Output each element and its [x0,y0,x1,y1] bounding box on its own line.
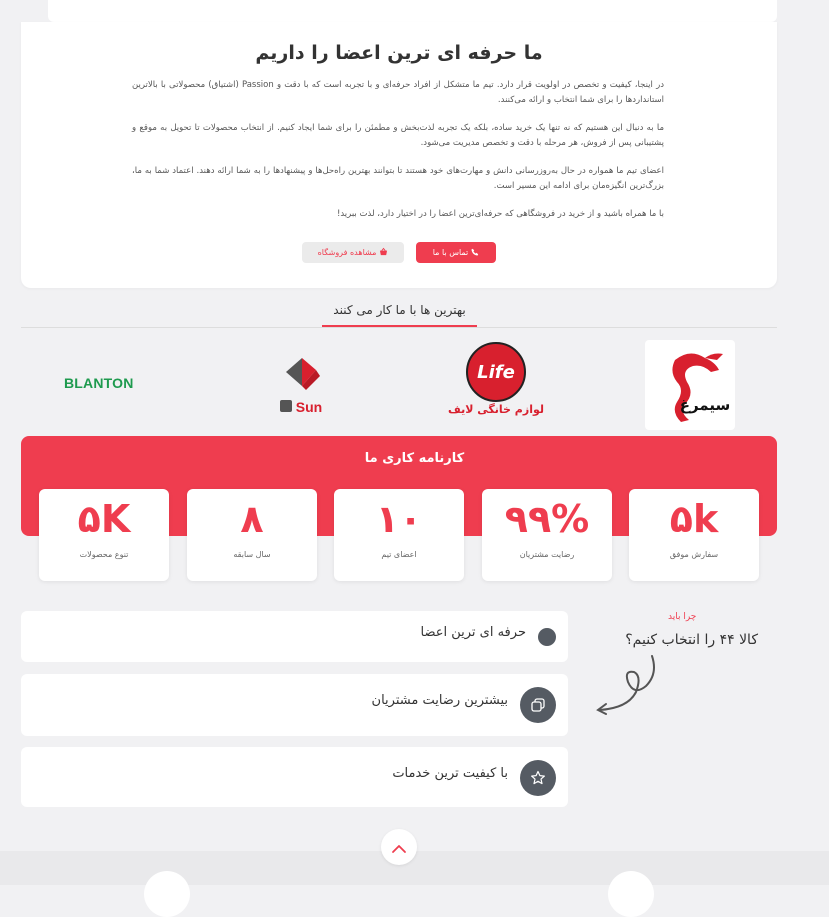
star-icon [520,760,556,796]
feature-card-customer-satisfaction[interactable] [21,674,568,736]
about-paragraph-2: ما به دنبال این هستیم که نه تنها یک خرید ساده، بلکه یک تجربه لذت‌بخش و مطمئن را برای شما ایجاد کنیم. از انتخاب محصولات تا تحویل به موقع و پشتیبانی پس از فروش، هر مرحله با دقت و تخصص مدیریت می‌شود. [132,123,664,148]
why-title: کالا ۴۴ را انتخاب کنیم؟ [625,632,758,648]
about-title: ما حرفه ای ترین اعضا را داریم [255,42,543,64]
stat-value: ۵K [77,497,131,541]
life-logo[interactable] [448,340,544,420]
stat-card-orders [629,489,759,581]
curved-arrow-icon [594,652,660,714]
stat-value: ۸ [240,497,264,541]
feature-card-quality-services[interactable] [21,747,568,807]
feature-label: بیشترین رضایت مشتریان [371,693,508,708]
contact-us-label: تماس با ما [432,248,469,257]
about-paragraph-3: اعضای تیم ما همواره در حال به‌روزرسانی دانش و مهارت‌های خود هستند تا بتوانند بهترین راه‌حل‌ها و پیشنهادها را به شما ارائه دهند. اعتماد شما به ما، بزرگ‌ترین انگیزه‌مان برای ادامه این مسیر است. [132,166,664,191]
contact-us-button[interactable] [416,242,496,263]
stat-label: رضایت مشتریان [519,550,575,559]
stat-label: سفارش موفق [669,550,719,559]
about-paragraph-1: در اینجا، کیفیت و تخصص در اولویت قرار دارد. تیم ما متشکل از افراد حرفه‌ای و با تجربه است که با دقت و Passion (اشتیاق) محصولاتی با بالاترین استانداردها را برای شما انتخاب و ارائه می‌کنند. [132,80,664,105]
previous-section-card [48,0,777,22]
blanton-logo[interactable]: BLANTON [64,375,134,391]
chevron-up-icon [392,838,406,857]
gsun-logo[interactable] [276,356,330,416]
stat-value: ۵k [669,497,719,541]
why-kicker: چرا باید [668,612,697,622]
stat-card-years [187,489,317,581]
footer-badge-icon [608,871,654,917]
stat-label: سال سابقه [233,550,271,559]
stat-value: ۱۰ [375,497,423,541]
scroll-to-top-button[interactable] [381,829,417,865]
life-logo-text: Life [477,362,515,383]
feature-label: با کیفیت ترین خدمات [392,766,508,781]
stat-card-team [334,489,464,581]
view-shop-label: مشاهده فروشگاه [317,248,377,257]
partners-heading-underline [322,325,477,327]
simorgh-logo-text: سیمرغ [679,396,731,414]
stat-label: اعضای تیم [381,550,417,559]
stat-card-products [39,489,169,581]
stat-card-satisfaction [482,489,612,581]
about-team-card [21,22,777,288]
gsun-logo-text: Sun [295,399,323,415]
about-paragraph-4: با ما همراه باشید و از خرید در فروشگاهی که حرفه‌ای‌ترین اعضا را در اختیار دارد، لذت ببرید! [336,209,664,219]
feature-card-professional-members[interactable] [21,611,568,662]
view-shop-button[interactable] [302,242,404,263]
life-logo-subtext: لوازم خانگی لایف [448,403,544,416]
footer-badge-icon [144,871,190,917]
feature-label: حرفه ای ترین اعضا [420,625,526,640]
stat-label: تنوع محصولات [79,550,129,559]
stats-title: کارنامه کاری ما [364,451,465,466]
stat-value: ۹۹% [504,497,590,541]
simorgh-logo[interactable] [645,340,735,430]
partners-heading: بهترین ها با ما کار می کنند [333,303,466,317]
partners-divider [21,327,777,328]
phone-icon [471,248,479,258]
dot-icon [538,628,556,646]
basket-icon [379,248,388,258]
copy-icon [520,687,556,723]
